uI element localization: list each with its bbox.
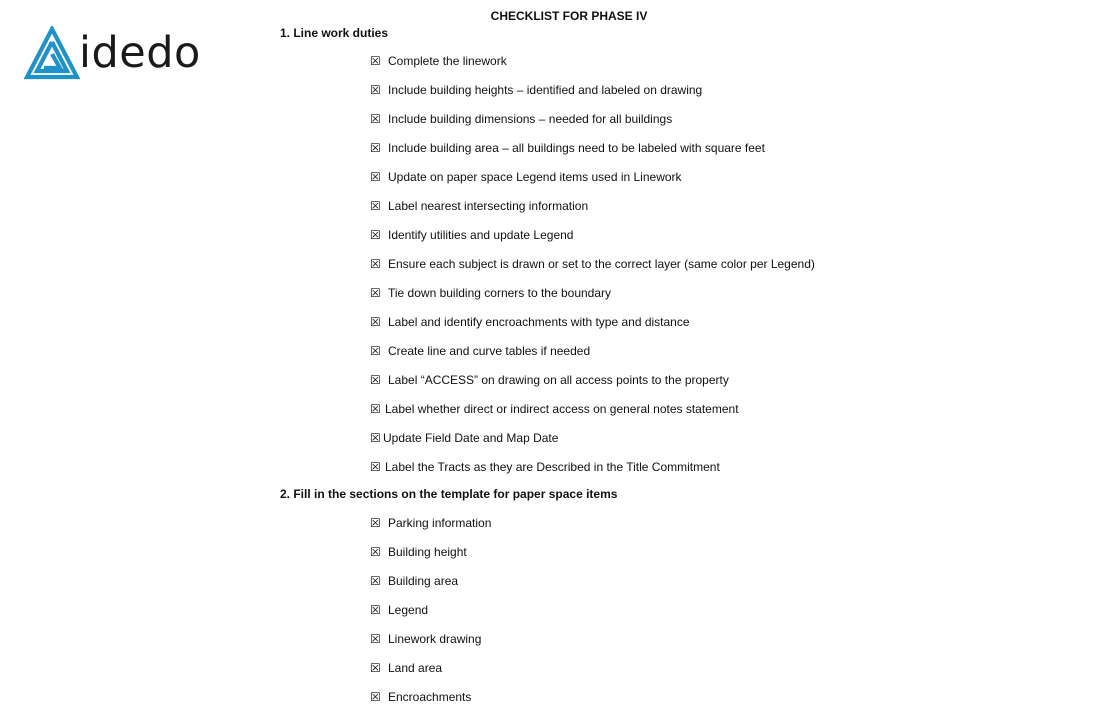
section-heading-line-work: 1. Line work duties: [280, 26, 389, 40]
checked-box-icon[interactable]: ☒: [370, 54, 381, 68]
checklist-item-label: Ensure each subject is drawn or set to the correct layer (same color per Legend): [388, 257, 815, 271]
checklist-item: [370, 603, 491, 632]
checklist-item-label: Label and identify encroachments with type and distance: [388, 315, 690, 329]
checklist-item: [370, 402, 815, 431]
checklist-item-label: Parking information: [388, 516, 492, 530]
checklist-item: [370, 170, 815, 199]
checklist-item: [370, 661, 491, 690]
checked-box-icon[interactable]: ☒: [370, 431, 381, 445]
checklist-item: [370, 315, 815, 344]
checklist-item: [370, 54, 815, 83]
logo-text: idedo: [79, 28, 201, 78]
checked-box-icon[interactable]: ☒: [370, 286, 381, 300]
checklist-item-label: Encroachments: [388, 690, 472, 704]
checked-box-icon[interactable]: ☒: [370, 315, 381, 329]
checked-box-icon[interactable]: ☒: [370, 170, 381, 184]
checklist-item-label: Include building dimensions – needed for all buildings: [388, 112, 673, 126]
checklist-item-label: Land area: [388, 661, 443, 675]
checklist-item: [370, 574, 491, 603]
checklist-item: [370, 112, 815, 141]
checklist-item-label: Label whether direct or indirect access on general notes statement: [385, 402, 739, 416]
checklist-item: [370, 460, 815, 489]
checked-box-icon[interactable]: ☒: [370, 112, 381, 126]
aidedo-logo: [24, 26, 201, 80]
checked-box-icon[interactable]: ☒: [370, 228, 381, 242]
checklist-item-label: Building area: [388, 574, 459, 588]
checklist-item-label: Complete the linework: [388, 54, 507, 68]
checked-box-icon[interactable]: ☒: [370, 545, 381, 559]
checklist-item: [370, 516, 491, 545]
document-title: CHECKLIST FOR PHASE IV: [490, 9, 648, 23]
line-work-checklist: [370, 54, 815, 489]
checklist-item-label: Tie down building corners to the boundary: [388, 286, 612, 300]
checklist-item: [370, 431, 815, 460]
checklist-item-label: Building height: [388, 545, 467, 559]
checklist-item: [370, 632, 491, 661]
checked-box-icon[interactable]: ☒: [370, 344, 381, 358]
checklist-item: [370, 373, 815, 402]
checklist-item-label: Create line and curve tables if needed: [388, 344, 591, 358]
checked-box-icon[interactable]: ☒: [370, 603, 381, 617]
checklist-item: [370, 690, 491, 719]
paper-space-checklist: [370, 516, 491, 719]
checklist-item: [370, 344, 815, 373]
checklist-item-label: Identify utilities and update Legend: [388, 228, 574, 242]
checked-box-icon[interactable]: ☒: [370, 690, 381, 704]
checked-box-icon[interactable]: ☒: [370, 516, 381, 530]
checklist-item-label: Label “ACCESS” on drawing on all access points to the property: [388, 373, 729, 387]
section-heading-paper-space: 2. Fill in the sections on the template for paper space items: [280, 487, 618, 501]
checklist-item-label: Linework drawing: [388, 632, 482, 646]
checklist-item-label: Include building heights – identified and labeled on drawing: [388, 83, 703, 97]
checklist-item: [370, 228, 815, 257]
checklist-item: [370, 83, 815, 112]
checklist-item-label: Update on paper space Legend items used in Linework: [388, 170, 682, 184]
checklist-item-label: Include building area – all buildings need to be labeled with square feet: [388, 141, 765, 155]
checked-box-icon[interactable]: ☒: [370, 373, 381, 387]
checked-box-icon[interactable]: ☒: [370, 632, 381, 646]
checked-box-icon[interactable]: ☒: [370, 199, 381, 213]
checked-box-icon[interactable]: ☒: [370, 661, 381, 675]
checked-box-icon[interactable]: ☒: [370, 83, 381, 97]
checked-box-icon[interactable]: ☒: [370, 460, 381, 474]
checked-box-icon[interactable]: ☒: [370, 257, 381, 271]
checked-box-icon[interactable]: ☒: [370, 141, 381, 155]
checklist-item-label: Label nearest intersecting information: [388, 199, 589, 213]
checklist-item-label: Label the Tracts as they are Described in the Title Commitment: [385, 460, 720, 474]
checklist-item: [370, 199, 815, 228]
checked-box-icon[interactable]: ☒: [370, 402, 381, 416]
checklist-item: [370, 286, 815, 315]
checklist-item: [370, 141, 815, 170]
checklist-item: [370, 545, 491, 574]
checklist-item-label: Update Field Date and Map Date: [383, 431, 559, 445]
checked-box-icon[interactable]: ☒: [370, 574, 381, 588]
checklist-item-label: Legend: [388, 603, 429, 617]
logo-a-mark-icon: [24, 26, 80, 80]
checklist-item: [370, 257, 815, 286]
